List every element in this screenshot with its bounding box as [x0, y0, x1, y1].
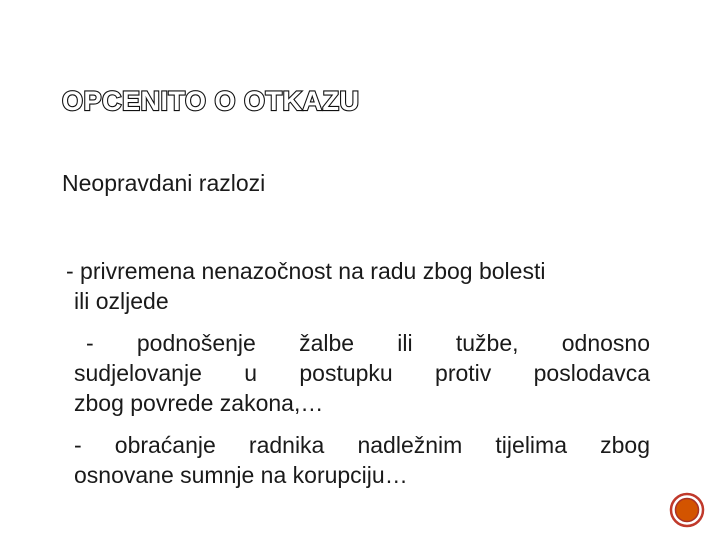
slide-subtitle: Neopravdani razlozi	[62, 170, 266, 196]
list-item-line: - privremena nenazočnost na radu zbog bolesti	[66, 258, 546, 284]
circle-target-icon	[669, 492, 705, 528]
list-item-line: zbog povrede zakona,…	[74, 390, 324, 416]
list-item	[62, 430, 650, 490]
list-item	[62, 256, 650, 316]
list-item-line: - obraćanje radnika nadležnim tijelima zbog	[74, 432, 650, 458]
list-item-line: - podnošenje žalbe ili tužbe, odnosno	[86, 330, 650, 356]
list-item-line: ili ozljede	[74, 288, 169, 314]
slide-title: OPCENITO O OTKAZU	[62, 86, 360, 116]
list-item-line: sudjelovanje u postupku protiv poslodavca	[74, 360, 650, 386]
list-item-line: osnovane sumnje na korupciju…	[74, 462, 408, 488]
list-item	[62, 328, 650, 418]
